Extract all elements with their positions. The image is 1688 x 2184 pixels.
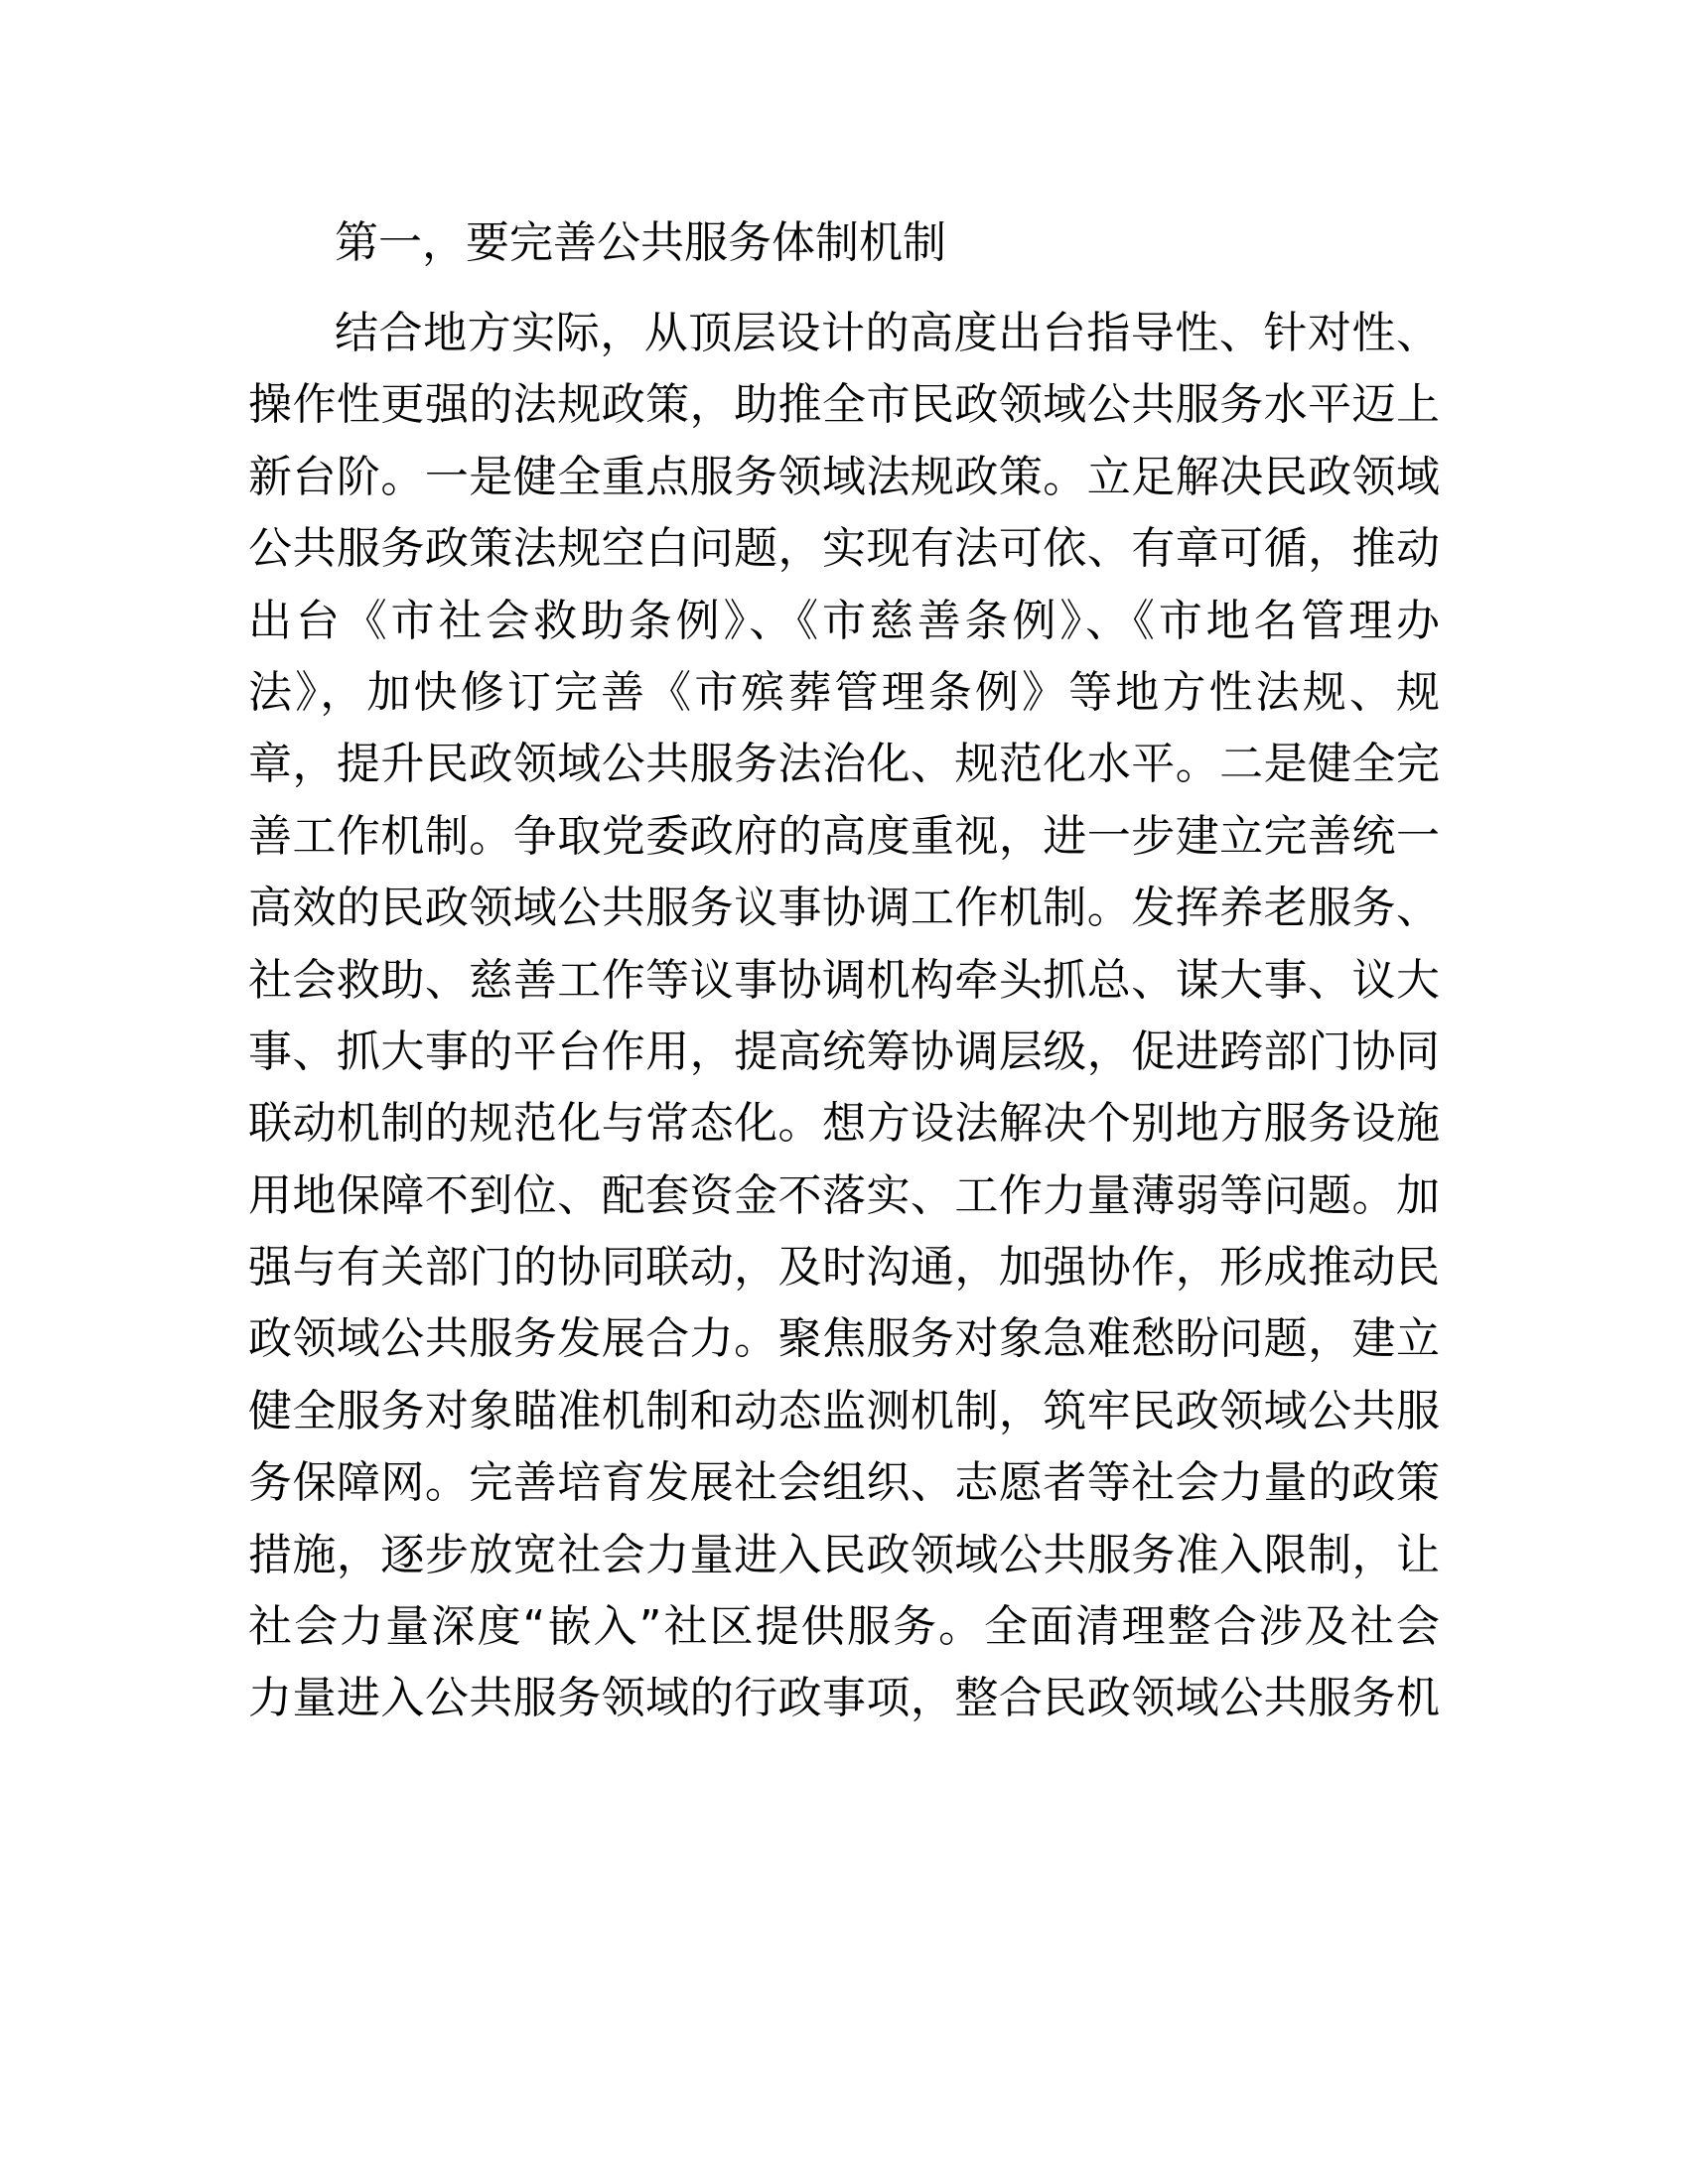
text-line: 社会力量深度“嵌入”社区提供服务。全面清理整合涉及社会 bbox=[248, 1601, 1440, 1653]
text-line: 用地保障不到位、配套资金不落实、工作力量薄弱等问题。加 bbox=[248, 1169, 1440, 1221]
text-line: 公共服务政策法规空白问题，实现有法可依、有章可循，推动 bbox=[248, 523, 1440, 575]
text-line: 力量进入公共服务领域的行政事项，整合民政领域公共服务机 bbox=[248, 1673, 1440, 1724]
text-line: 务保障网。完善培育发展社会组织、志愿者等社会力量的政策 bbox=[248, 1457, 1440, 1509]
text-line: 联动机制的规范化与常态化。想方设法解决个别地方服务设施 bbox=[248, 1098, 1440, 1150]
text-line: 章，提升民政领域公共服务法治化、规范化水平。二是健全完 bbox=[248, 739, 1440, 790]
text-line: 法》，加快修订完善《市殡葬管理条例》等地方性法规、规 bbox=[248, 666, 1440, 718]
text-line: 善工作机制。争取党委政府的高度重视，进一步建立完善统一 bbox=[248, 810, 1440, 862]
text-line: 高效的民政领域公共服务议事协调工作机制。发挥养老服务、 bbox=[248, 883, 1440, 934]
text-line: 社会救助、慈善工作等议事协调机构牵头抓总、谋大事、议大 bbox=[248, 954, 1440, 1006]
body-paragraph bbox=[248, 298, 1440, 1735]
text-line: 政领域公共服务发展合力。聚焦服务对象急难愁盼问题，建立 bbox=[248, 1313, 1440, 1365]
text-line: 事、抓大事的平台作用，提高统筹协调层级，促进跨部门协同 bbox=[248, 1025, 1440, 1077]
text-line: 健全服务对象瞄准机制和动态监测机制，筑牢民政领域公共服 bbox=[248, 1385, 1440, 1436]
text-line: 强与有关部门的协同联动，及时沟通，加强协作，形成推动民 bbox=[248, 1242, 1440, 1294]
text-line: 出台《市社会救助条例》、《市慈善条例》、《市地名管理办 bbox=[248, 595, 1440, 646]
text-line: 新台阶。一是健全重点服务领域法规政策。立足解决民政领域 bbox=[248, 451, 1440, 502]
section-heading: 第一，要完善公共服务体制机制 bbox=[335, 217, 946, 268]
text-line: 结合地方实际，从顶层设计的高度出台指导性、针对性、 bbox=[335, 308, 1440, 358]
text-line: 措施，逐步放宽社会力量进入民政领域公共服务准入限制，让 bbox=[248, 1529, 1440, 1580]
text-line: 操作性更强的法规政策，助推全市民政领域公共服务水平迈上 bbox=[248, 379, 1440, 431]
